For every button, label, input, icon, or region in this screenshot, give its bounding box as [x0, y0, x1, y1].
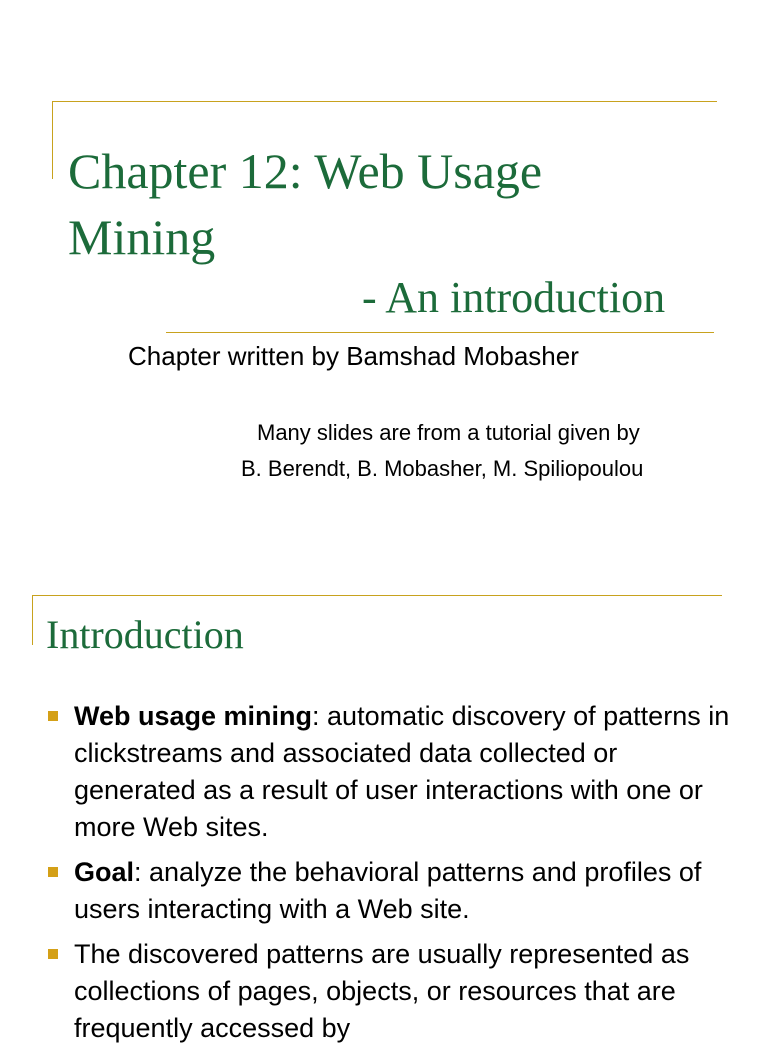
- subtitle-rule: [166, 332, 714, 333]
- top-rule: [52, 101, 717, 102]
- credit-line-2: B. Berendt, B. Mobasher, M. Spiliopoulou: [241, 456, 644, 481]
- slide-title: Chapter 12: Web Usage Mining: [68, 143, 543, 265]
- author-line: Chapter written by Bamshad Mobasher: [128, 341, 579, 371]
- square-bullet-icon: [48, 949, 58, 959]
- list-item: [46, 698, 746, 846]
- definition: The discovered patterns are usually represented as collections of pages, objects, or resources that are frequently accessed by: [74, 939, 690, 1043]
- bullet-list: [46, 698, 746, 1055]
- top-rule: [32, 595, 722, 596]
- list-item: [46, 854, 746, 928]
- definition: : analyze the behavioral patterns and profiles of users interacting with a Web site.: [74, 857, 702, 924]
- square-bullet-icon: [48, 711, 58, 721]
- term: Web usage mining: [74, 701, 313, 731]
- square-bullet-icon: [48, 867, 58, 877]
- slide-title: Introduction: [46, 612, 244, 657]
- definition: : automatic discovery of patterns in clickstreams and associated data collected or generated as a result of user interactions with one or more Web sites.: [74, 701, 730, 842]
- slide-subtitle: - An introduction: [362, 273, 666, 322]
- left-rule: [52, 101, 53, 179]
- term: Goal: [74, 857, 135, 887]
- introduction-slide: [0, 560, 768, 1043]
- left-rule: [32, 595, 33, 645]
- list-item: [46, 936, 746, 1047]
- credit-line-1: Many slides are from a tutorial given by: [257, 420, 640, 445]
